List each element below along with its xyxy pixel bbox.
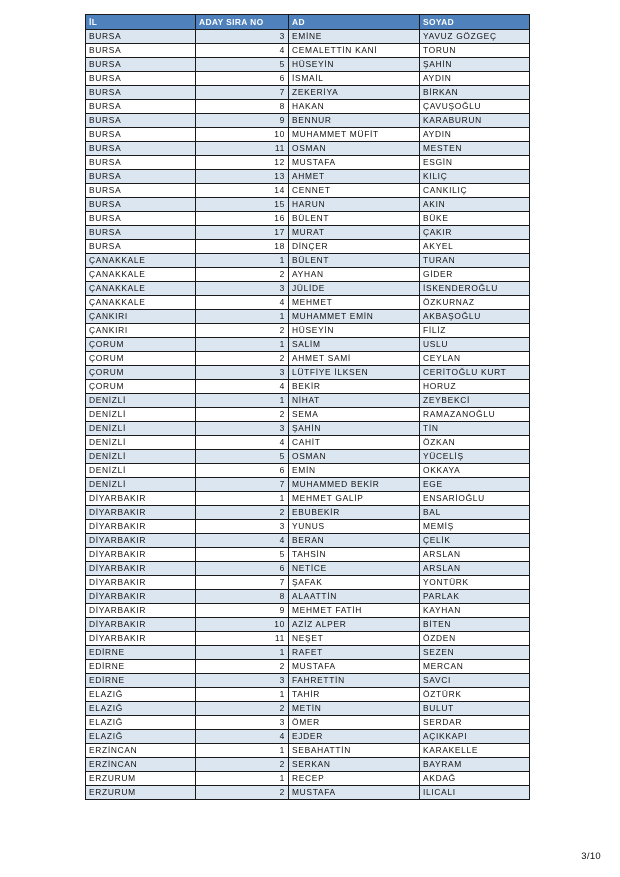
cell-il: ÇANAKKALE [86, 254, 196, 268]
cell-ad: AHMET [289, 170, 420, 184]
cell-aday-sira-no: 2 [196, 758, 289, 772]
table-row [86, 394, 530, 408]
cell-ad: BÜLENT [289, 254, 420, 268]
cell-aday-sira-no: 7 [196, 576, 289, 590]
cell-il: BURSA [86, 128, 196, 142]
cell-il: DİYARBAKIR [86, 520, 196, 534]
cell-ad: MUSTAFA [289, 786, 420, 800]
cell-soyad: KAYHAN [420, 604, 530, 618]
cell-aday-sira-no: 3 [196, 674, 289, 688]
table-row [86, 198, 530, 212]
cell-il: BURSA [86, 142, 196, 156]
table-row [86, 58, 530, 72]
cell-aday-sira-no: 4 [196, 730, 289, 744]
cell-aday-sira-no: 14 [196, 184, 289, 198]
cell-il: DİYARBAKIR [86, 576, 196, 590]
table-row [86, 156, 530, 170]
table-row [86, 142, 530, 156]
cell-il: DİYARBAKIR [86, 618, 196, 632]
cell-aday-sira-no: 16 [196, 212, 289, 226]
cell-aday-sira-no: 3 [196, 520, 289, 534]
cell-il: BURSA [86, 58, 196, 72]
cell-aday-sira-no: 3 [196, 716, 289, 730]
cell-il: DENİZLİ [86, 394, 196, 408]
table-row [86, 282, 530, 296]
table-row [86, 576, 530, 590]
cell-ad: JÜLİDE [289, 282, 420, 296]
cell-aday-sira-no: 1 [196, 492, 289, 506]
cell-aday-sira-no: 1 [196, 744, 289, 758]
page-number: 3/10 [581, 851, 601, 862]
cell-ad: BERAN [289, 534, 420, 548]
table-row [86, 716, 530, 730]
cell-il: ERZURUM [86, 772, 196, 786]
table-row [86, 254, 530, 268]
cell-ad: OSMAN [289, 142, 420, 156]
cell-il: EDİRNE [86, 674, 196, 688]
table-row [86, 226, 530, 240]
table-row [86, 380, 530, 394]
cell-aday-sira-no: 9 [196, 114, 289, 128]
cell-ad: LÜTFİYE İLKSEN [289, 366, 420, 380]
cell-aday-sira-no: 3 [196, 366, 289, 380]
cell-aday-sira-no: 4 [196, 44, 289, 58]
cell-soyad: AKYEL [420, 240, 530, 254]
cell-aday-sira-no: 18 [196, 240, 289, 254]
cell-aday-sira-no: 1 [196, 394, 289, 408]
cell-soyad: MESTEN [420, 142, 530, 156]
cell-aday-sira-no: 3 [196, 422, 289, 436]
cell-aday-sira-no: 2 [196, 506, 289, 520]
cell-ad: HAKAN [289, 100, 420, 114]
table-row [86, 30, 530, 44]
cell-soyad: ÖZTÜRK [420, 688, 530, 702]
cell-soyad: ÇELİK [420, 534, 530, 548]
cell-soyad: ZEYBEKCİ [420, 394, 530, 408]
table-row [86, 212, 530, 226]
cell-soyad: ARSLAN [420, 548, 530, 562]
cell-aday-sira-no: 4 [196, 380, 289, 394]
cell-il: BURSA [86, 72, 196, 86]
cell-ad: MUSTAFA [289, 156, 420, 170]
cell-soyad: TURAN [420, 254, 530, 268]
cell-ad: HÜSEYİN [289, 58, 420, 72]
cell-aday-sira-no: 3 [196, 30, 289, 44]
table-row [86, 268, 530, 282]
table-row [86, 296, 530, 310]
cell-ad: OSMAN [289, 450, 420, 464]
cell-soyad: ÖZKAN [420, 436, 530, 450]
table-row [86, 464, 530, 478]
cell-ad: ÖMER [289, 716, 420, 730]
cell-aday-sira-no: 1 [196, 772, 289, 786]
table-row [86, 506, 530, 520]
cell-ad: EMİNE [289, 30, 420, 44]
cell-aday-sira-no: 1 [196, 310, 289, 324]
cell-soyad: ESGİN [420, 156, 530, 170]
cell-aday-sira-no: 6 [196, 562, 289, 576]
cell-il: DENİZLİ [86, 478, 196, 492]
table-row [86, 128, 530, 142]
cell-ad: HÜSEYİN [289, 324, 420, 338]
cell-soyad: FİLİZ [420, 324, 530, 338]
cell-il: BURSA [86, 44, 196, 58]
cell-aday-sira-no: 7 [196, 478, 289, 492]
cell-ad: METİN [289, 702, 420, 716]
cell-il: ÇORUM [86, 352, 196, 366]
cell-ad: MUSTAFA [289, 660, 420, 674]
cell-soyad: BİRKAN [420, 86, 530, 100]
table-row [86, 44, 530, 58]
cell-soyad: BAYRAM [420, 758, 530, 772]
header-aday-sira-no: ADAY SIRA NO [196, 15, 289, 30]
cell-il: DİYARBAKIR [86, 562, 196, 576]
cell-ad: DİNÇER [289, 240, 420, 254]
cell-ad: MUHAMMET EMİN [289, 310, 420, 324]
cell-ad: SALİM [289, 338, 420, 352]
cell-soyad: AYDIN [420, 72, 530, 86]
table-row [86, 646, 530, 660]
cell-soyad: ŞAHİN [420, 58, 530, 72]
cell-soyad: İSKENDEROĞLU [420, 282, 530, 296]
cell-ad: NETİCE [289, 562, 420, 576]
table-row [86, 618, 530, 632]
table-row [86, 548, 530, 562]
cell-aday-sira-no: 2 [196, 660, 289, 674]
cell-soyad: CEYLAN [420, 352, 530, 366]
cell-soyad: TORUN [420, 44, 530, 58]
cell-aday-sira-no: 1 [196, 338, 289, 352]
cell-aday-sira-no: 2 [196, 352, 289, 366]
cell-aday-sira-no: 5 [196, 548, 289, 562]
table-body [86, 30, 530, 800]
cell-ad: CEMALETTİN KANİ [289, 44, 420, 58]
cell-aday-sira-no: 5 [196, 450, 289, 464]
cell-aday-sira-no: 3 [196, 282, 289, 296]
cell-soyad: SERDAR [420, 716, 530, 730]
cell-ad: SEBAHATTİN [289, 744, 420, 758]
cell-aday-sira-no: 1 [196, 254, 289, 268]
cell-soyad: USLU [420, 338, 530, 352]
cell-il: BURSA [86, 198, 196, 212]
table-row [86, 450, 530, 464]
cell-il: BURSA [86, 30, 196, 44]
cell-il: BURSA [86, 184, 196, 198]
cell-aday-sira-no: 10 [196, 618, 289, 632]
table-header-row [86, 15, 530, 30]
cell-ad: AZİZ ALPER [289, 618, 420, 632]
table-row [86, 240, 530, 254]
cell-soyad: ARSLAN [420, 562, 530, 576]
table-row [86, 408, 530, 422]
table-row [86, 478, 530, 492]
cell-aday-sira-no: 7 [196, 86, 289, 100]
cell-il: ÇANKIRI [86, 324, 196, 338]
cell-aday-sira-no: 2 [196, 408, 289, 422]
cell-ad: SEMA [289, 408, 420, 422]
table-row [86, 324, 530, 338]
cell-il: BURSA [86, 240, 196, 254]
table-row [86, 338, 530, 352]
cell-soyad: AKDAĞ [420, 772, 530, 786]
cell-ad: NEŞET [289, 632, 420, 646]
cell-soyad: SEZEN [420, 646, 530, 660]
cell-soyad: MEMİŞ [420, 520, 530, 534]
cell-ad: İSMAİL [289, 72, 420, 86]
table-row [86, 758, 530, 772]
cell-ad: HARUN [289, 198, 420, 212]
header-soyad: SOYAD [420, 15, 530, 30]
cell-il: BURSA [86, 114, 196, 128]
cell-ad: BÜLENT [289, 212, 420, 226]
table-row [86, 534, 530, 548]
cell-ad: TAHSİN [289, 548, 420, 562]
cell-il: BURSA [86, 86, 196, 100]
table-row [86, 604, 530, 618]
cell-ad: NİHAT [289, 394, 420, 408]
cell-ad: EBUBEKİR [289, 506, 420, 520]
table-row [86, 422, 530, 436]
cell-ad: AHMET SAMİ [289, 352, 420, 366]
cell-aday-sira-no: 2 [196, 324, 289, 338]
cell-soyad: KILIÇ [420, 170, 530, 184]
cell-il: ÇORUM [86, 366, 196, 380]
cell-il: DENİZLİ [86, 408, 196, 422]
cell-aday-sira-no: 2 [196, 268, 289, 282]
cell-aday-sira-no: 6 [196, 464, 289, 478]
table-row [86, 170, 530, 184]
cell-aday-sira-no: 4 [196, 296, 289, 310]
cell-ad: EMİN [289, 464, 420, 478]
cell-il: ELAZIĞ [86, 688, 196, 702]
cell-aday-sira-no: 5 [196, 58, 289, 72]
cell-aday-sira-no: 1 [196, 688, 289, 702]
cell-soyad: HORUZ [420, 380, 530, 394]
cell-il: ERZİNCAN [86, 744, 196, 758]
cell-soyad: BAL [420, 506, 530, 520]
cell-ad: MUHAMMET MÜFİT [289, 128, 420, 142]
table-row [86, 730, 530, 744]
cell-aday-sira-no: 4 [196, 436, 289, 450]
cell-il: ÇANKIRI [86, 310, 196, 324]
cell-aday-sira-no: 8 [196, 100, 289, 114]
table-row [86, 772, 530, 786]
table-row [86, 366, 530, 380]
table-row [86, 632, 530, 646]
table-row [86, 562, 530, 576]
cell-aday-sira-no: 11 [196, 632, 289, 646]
cell-aday-sira-no: 9 [196, 604, 289, 618]
cell-il: EDİRNE [86, 646, 196, 660]
cell-aday-sira-no: 4 [196, 534, 289, 548]
header-il: İL [86, 15, 196, 30]
cell-soyad: BULUT [420, 702, 530, 716]
cell-il: ÇORUM [86, 338, 196, 352]
cell-il: EDİRNE [86, 660, 196, 674]
cell-soyad: OKKAYA [420, 464, 530, 478]
cell-ad: FAHRETTİN [289, 674, 420, 688]
cell-ad: CENNET [289, 184, 420, 198]
cell-il: DİYARBAKIR [86, 492, 196, 506]
cell-il: ERZURUM [86, 786, 196, 800]
cell-soyad: BİTEN [420, 618, 530, 632]
cell-ad: CAHİT [289, 436, 420, 450]
cell-aday-sira-no: 17 [196, 226, 289, 240]
cell-ad: BEKİR [289, 380, 420, 394]
table-row [86, 72, 530, 86]
cell-il: ERZİNCAN [86, 758, 196, 772]
table-row [86, 184, 530, 198]
cell-il: BURSA [86, 212, 196, 226]
cell-il: DİYARBAKIR [86, 590, 196, 604]
cell-soyad: AYDIN [420, 128, 530, 142]
cell-il: ELAZIĞ [86, 716, 196, 730]
cell-il: DENİZLİ [86, 464, 196, 478]
cell-ad: MEHMET FATİH [289, 604, 420, 618]
cell-il: DİYARBAKIR [86, 548, 196, 562]
table-row [86, 520, 530, 534]
cell-ad: RECEP [289, 772, 420, 786]
cell-soyad: MERCAN [420, 660, 530, 674]
cell-aday-sira-no: 6 [196, 72, 289, 86]
cell-il: DENİZLİ [86, 422, 196, 436]
cell-il: ELAZIĞ [86, 702, 196, 716]
table-row [86, 590, 530, 604]
cell-soyad: ÖZDEN [420, 632, 530, 646]
cell-soyad: YÜCELİŞ [420, 450, 530, 464]
cell-soyad: ENSARİOĞLU [420, 492, 530, 506]
cell-il: DİYARBAKIR [86, 632, 196, 646]
table-row [86, 86, 530, 100]
cell-soyad: ILICALI [420, 786, 530, 800]
cell-aday-sira-no: 1 [196, 646, 289, 660]
cell-soyad: BÜKE [420, 212, 530, 226]
cell-soyad: GİDER [420, 268, 530, 282]
table-row [86, 674, 530, 688]
cell-soyad: KARAKELLE [420, 744, 530, 758]
cell-il: BURSA [86, 100, 196, 114]
cell-soyad: CANKILIÇ [420, 184, 530, 198]
cell-il: DİYARBAKIR [86, 506, 196, 520]
cell-aday-sira-no: 15 [196, 198, 289, 212]
table-row [86, 660, 530, 674]
cell-ad: YUNUS [289, 520, 420, 534]
cell-il: ÇORUM [86, 380, 196, 394]
table-row [86, 310, 530, 324]
cell-ad: AYHAN [289, 268, 420, 282]
table-row [86, 492, 530, 506]
cell-il: DENİZLİ [86, 450, 196, 464]
cell-il: BURSA [86, 226, 196, 240]
cell-ad: SERKAN [289, 758, 420, 772]
cell-il: BURSA [86, 170, 196, 184]
cell-ad: RAFET [289, 646, 420, 660]
table-row [86, 744, 530, 758]
cell-ad: MEHMET GALİP [289, 492, 420, 506]
cell-il: DİYARBAKIR [86, 534, 196, 548]
cell-soyad: AKIN [420, 198, 530, 212]
cell-aday-sira-no: 2 [196, 786, 289, 800]
cell-soyad: PARLAK [420, 590, 530, 604]
cell-soyad: ÖZKURNAZ [420, 296, 530, 310]
cell-aday-sira-no: 13 [196, 170, 289, 184]
cell-aday-sira-no: 11 [196, 142, 289, 156]
table-row [86, 688, 530, 702]
cell-il: ÇANAKKALE [86, 268, 196, 282]
cell-ad: MURAT [289, 226, 420, 240]
cell-soyad: AÇIKKAPI [420, 730, 530, 744]
table-row [86, 786, 530, 800]
cell-il: BURSA [86, 156, 196, 170]
table-row [86, 114, 530, 128]
cell-il: DENİZLİ [86, 436, 196, 450]
candidate-table [85, 14, 530, 800]
cell-ad: BENNUR [289, 114, 420, 128]
cell-il: ELAZIĞ [86, 730, 196, 744]
table-row [86, 702, 530, 716]
cell-soyad: ÇAVUŞOĞLU [420, 100, 530, 114]
cell-soyad: EGE [420, 478, 530, 492]
cell-il: ÇANAKKALE [86, 296, 196, 310]
header-ad: AD [289, 15, 420, 30]
cell-ad: TAHİR [289, 688, 420, 702]
table-row [86, 100, 530, 114]
cell-ad: ZEKERİYA [289, 86, 420, 100]
cell-aday-sira-no: 12 [196, 156, 289, 170]
cell-soyad: KARABURUN [420, 114, 530, 128]
cell-soyad: TİN [420, 422, 530, 436]
cell-soyad: CERİTOĞLU KURT [420, 366, 530, 380]
cell-aday-sira-no: 2 [196, 702, 289, 716]
cell-il: ÇANAKKALE [86, 282, 196, 296]
cell-ad: ALAATTİN [289, 590, 420, 604]
cell-soyad: AKBAŞOĞLU [420, 310, 530, 324]
cell-aday-sira-no: 8 [196, 590, 289, 604]
table-row [86, 352, 530, 366]
cell-ad: ŞAHİN [289, 422, 420, 436]
cell-soyad: YAVUZ GÖZGEÇ [420, 30, 530, 44]
cell-aday-sira-no: 10 [196, 128, 289, 142]
cell-soyad: SAVCI [420, 674, 530, 688]
cell-ad: ŞAFAK [289, 576, 420, 590]
cell-il: DİYARBAKIR [86, 604, 196, 618]
cell-soyad: RAMAZANOĞLU [420, 408, 530, 422]
cell-soyad: YONTÜRK [420, 576, 530, 590]
table-row [86, 436, 530, 450]
cell-ad: MEHMET [289, 296, 420, 310]
cell-ad: MUHAMMED BEKİR [289, 478, 420, 492]
cell-ad: EJDER [289, 730, 420, 744]
cell-soyad: ÇAKIR [420, 226, 530, 240]
